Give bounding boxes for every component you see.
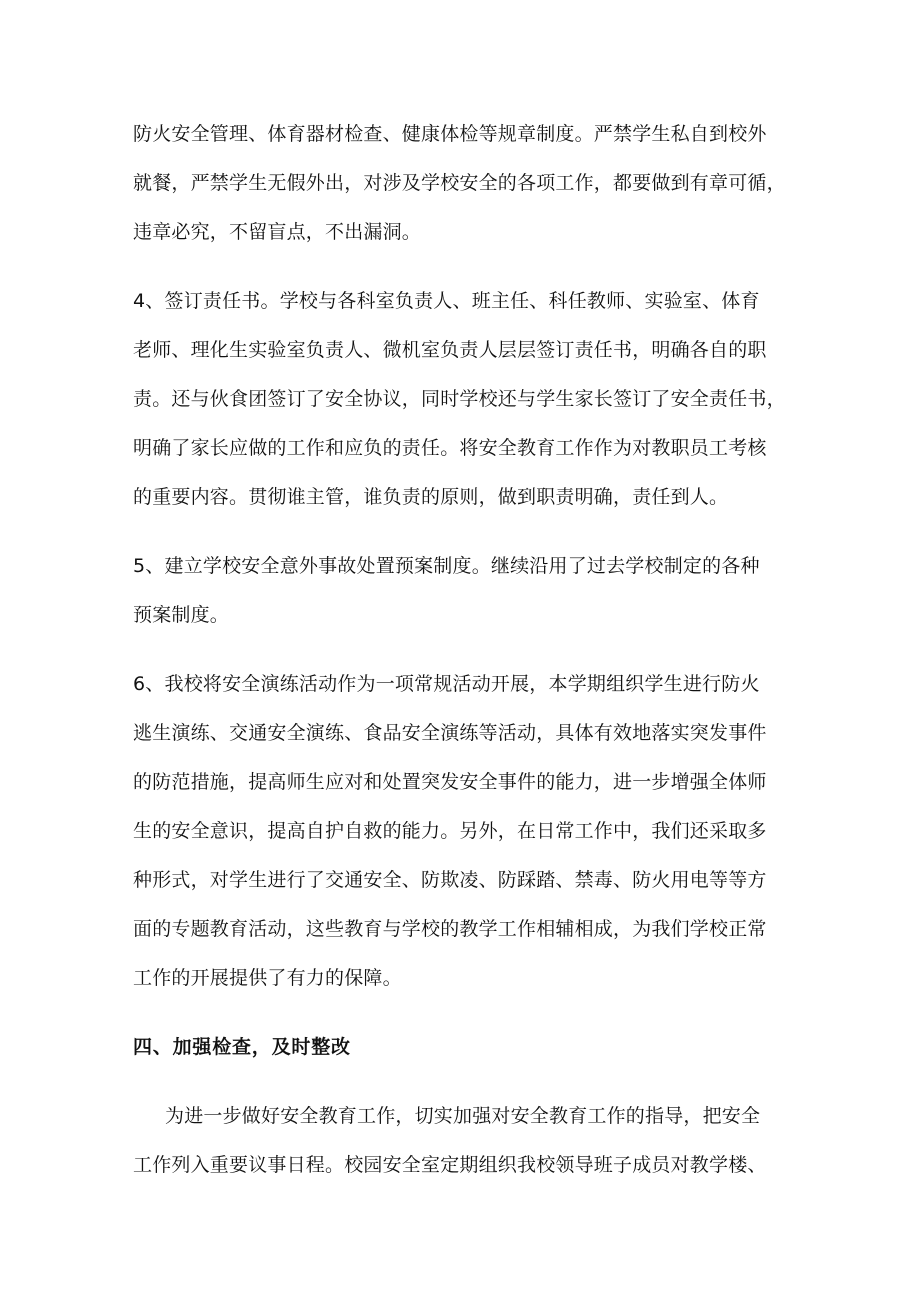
text-line: 5、建立学校安全意外事故处置预案制度。继续沿用了过去学校制定的各种 bbox=[133, 555, 760, 577]
text-line: 老师、理化生实验室负责人、微机室负责人层层签订责任书，明确各自的职 bbox=[133, 339, 767, 361]
text-line: 责。还与伙食团签订了安全协议，同时学校还与学生家长签订了安全责任书， bbox=[133, 388, 786, 410]
text-line: 面的专题教育活动，这些教育与学校的教学工作相辅相成，为我们学校正常 bbox=[133, 918, 767, 940]
text-line: 违章必究，不留盲点，不出漏洞。 bbox=[133, 221, 422, 243]
text-line: 的重要内容。贯彻谁主管，谁负责的原则，做到职责明确，责任到人。 bbox=[133, 486, 729, 508]
text-line: 的防范措施，提高师生应对和处置突发安全事件的能力，进一步增强全体师 bbox=[133, 771, 767, 793]
text-line: 工作列入重要议事日程。校园安全室定期组织我校领导班子成员对教学楼、 bbox=[133, 1154, 767, 1176]
text-line: 工作的开展提供了有力的保障。 bbox=[133, 967, 402, 989]
text-line: 就餐，严禁学生无假外出，对涉及学校安全的各项工作，都要做到有章可循， bbox=[133, 172, 786, 194]
text-line: 逃生演练、交通安全演练、食品安全演练等活动，具体有效地落实突发事件 bbox=[133, 722, 767, 744]
text-line: 生的安全意识，提高自护自救的能力。另外，在日常工作中，我们还采取多 bbox=[133, 820, 767, 842]
text-line: 预案制度。 bbox=[133, 604, 230, 626]
text-line: 防火安全管理、体育器材检查、健康体检等规章制度。严禁学生私自到校外 bbox=[133, 123, 767, 145]
text-line: 种形式，对学生进行了交通安全、防欺凌、防踩踏、禁毒、防火用电等等方 bbox=[133, 869, 767, 891]
text-line: 4、签订责任书。学校与各科室负责人、班主任、科任教师、实验室、体育 bbox=[133, 290, 760, 312]
section-heading: 四、加强检查，及时整改 bbox=[133, 1036, 351, 1058]
text-line: 明确了家长应做的工作和应负的责任。将安全教育工作作为对教职员工考核 bbox=[133, 437, 767, 459]
text-line: 为进一步做好安全教育工作，切实加强对安全教育工作的指导，把安全 bbox=[165, 1105, 761, 1127]
text-line: 6、我校将安全演练活动作为一项常规活动开展，本学期组织学生进行防火 bbox=[133, 673, 760, 695]
